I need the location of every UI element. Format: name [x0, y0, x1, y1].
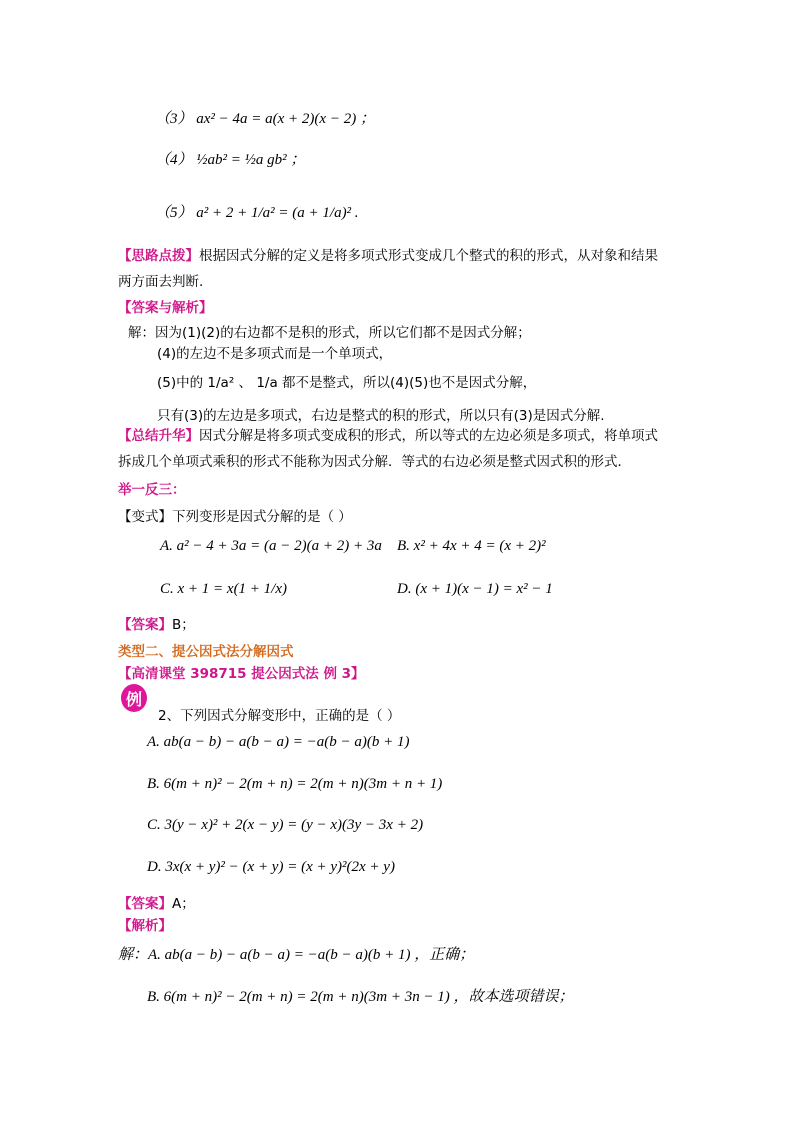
answer-line-3: (5)中的 1/a² 、 1/a 都不是整式，所以(4)(5)也不是因式分解， — [157, 375, 537, 391]
practice-question: 【变式】下列变形是因式分解的是（ ） — [118, 509, 352, 525]
item-5: （5） a² + 2 + 1/a² = (a + 1/a)² . — [155, 205, 359, 221]
solution-b: B. 6(m + n)² − 2(m + n) = 2(m + n)(3m + 3n − 1) ，故本选项错误； — [147, 989, 574, 1005]
solution-a: 解：A. ab(a − b) − a(b − a) = −a(b − a)(b + 1) ，正确； — [118, 947, 475, 963]
answer-analysis-tag: 【答案与解析】 — [118, 300, 213, 316]
answer-line-4: 只有(3)的左边是多项式，右边是整式的积的形式，所以只有(3)是因式分解. — [157, 408, 605, 424]
lecture-link[interactable]: 【高清课堂 398715 提公因式法 例 3】 — [118, 666, 365, 682]
practice-answer — [118, 613, 195, 633]
practice-option-a: A. a² − 4 + 3a = (a − 2)(a + 2) + 3a — [160, 538, 382, 554]
practice-option-c: C. x + 1 = x(1 + 1/x) — [160, 581, 288, 597]
hint-tag: 【思路点拨】 — [118, 248, 199, 264]
type2-answer-value: A； — [172, 896, 195, 912]
summary-line-1 — [118, 424, 658, 444]
type2-analysis-tag: 【解析】 — [118, 918, 172, 934]
practice-answer-value: B； — [172, 617, 195, 633]
hint-text-2: 两方面去判断. — [118, 274, 204, 290]
answer-line-2: (4)的左边不是多项式而是一个单项式， — [157, 346, 393, 362]
item-3: （3） ax² − 4a = a(x + 2)(x − 2) ； — [155, 111, 375, 127]
type2-option-b: B. 6(m + n)² − 2(m + n) = 2(m + n)(3m + n + 1) — [147, 776, 443, 792]
summary-text-2: 拆成几个单项式乘积的形式不能称为因式分解．等式的右边必须是整式因式积的形式． — [118, 454, 631, 470]
hint-line-1 — [118, 244, 658, 264]
type2-question: 2、下列因式分解变形中，正确的是（ ） — [158, 708, 401, 724]
hint-text-1: 根据因式分解的定义是将多项式形式变成几个整式的积的形式，从对象和结果 — [199, 248, 658, 264]
type2-answer — [118, 892, 195, 912]
practice-answer-tag: 【答案】 — [118, 617, 172, 633]
type2-option-c: C. 3(y − x)² + 2(x − y) = (y − x)(3y − 3x + 2) — [147, 817, 424, 833]
item-4: （4） ½ab² = ½a gb² ； — [155, 152, 306, 168]
type2-option-d: D. 3x(x + y)² − (x + y) = (x + y)²(2x + y) — [147, 859, 395, 875]
type2-answer-tag: 【答案】 — [118, 896, 172, 912]
practice-option-b: B. x² + 4x + 4 = (x + 2)² — [397, 538, 546, 554]
practice-title: 举一反三： — [118, 482, 186, 498]
practice-option-d: D. (x + 1)(x − 1) = x² − 1 — [397, 581, 553, 597]
type2-option-a: A. ab(a − b) − a(b − a) = −a(b − a)(b + 1) — [147, 734, 410, 750]
type2-title: 类型二、提公因式法分解因式 — [118, 644, 294, 660]
answer-line-1: 解：因为(1)(2)的右边都不是积的形式，所以它们都不是因式分解； — [128, 325, 531, 341]
summary-tag: 【总结升华】 — [118, 428, 199, 444]
summary-text-1: 因式分解是将多项式变成积的形式，所以等式的左边必须是多项式，将单项式 — [199, 428, 658, 444]
example-badge: 例 — [121, 684, 147, 712]
